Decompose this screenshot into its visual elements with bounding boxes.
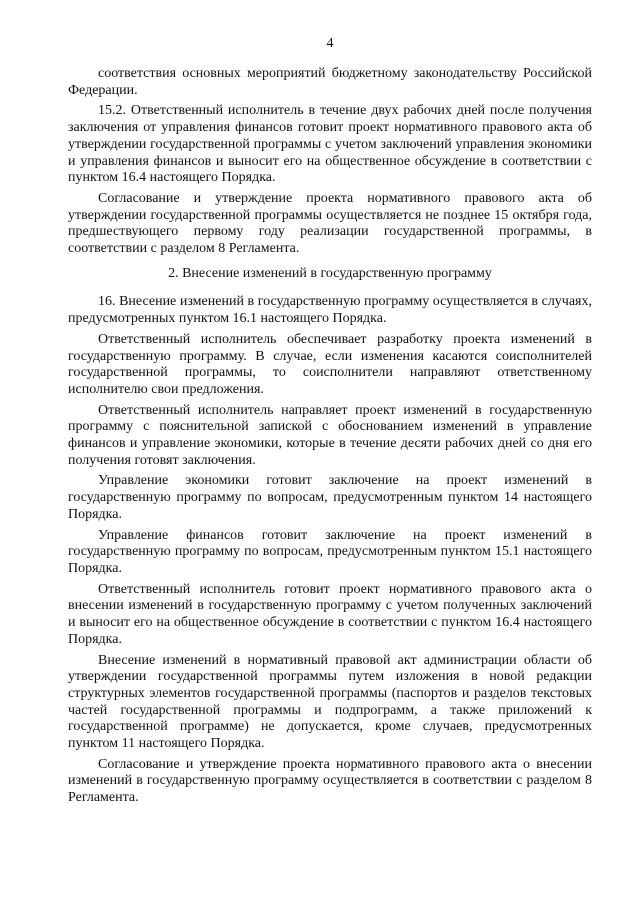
paragraph-responsible-executor: Ответственный исполнитель обеспечивает разработку проекта изменений в государственную программу. В случае, если изменения касаются соисполнителей государственной программы, то соисполнители направляют ответственному исполнителю свои предложения.: [68, 331, 592, 397]
paragraph-economics-conclusion: Управление экономики готовит заключение на проект изменений в государственную программу по вопросам, предусмотренным пунктом 14 настоящего Порядка.: [68, 473, 592, 522]
paragraph-approval-deadline: Согласование и утверждение проекта нормативного правового акта об утверждении государственной программы осуществляется не позднее 15 октября года, предшествующего первому году реализации государственной программы, в соответствии с разделом 8 Регламента.: [68, 190, 592, 257]
section-heading: 2. Внесение изменений в государственную программу: [168, 265, 492, 281]
paragraph-16: 16. Внесение изменений в государственную программу осуществляется в случаях, предусмотренных пунктом 16.1 настоящего Порядка.: [68, 294, 592, 327]
paragraph-new-edition: Внесение изменений в нормативный правовой акт администрации области об утверждении государственной программы путем изложения в новой редакции структурных элементов государственной программы (паспортов и разделов текстовых частей государственной программы и подпрограмм, а также приложений к государственной программе) не допускается, кроме случаев, предусмотренных пунктом 11 настоящего Порядка.: [68, 652, 592, 752]
paragraph-approval-changes: Согласование и утверждение проекта нормативного правового акта о внесении изменений в государственную программу осуществляется в соответствии с разделом 8 Регламента.: [68, 756, 592, 806]
paragraph-15-2: 15.2. Ответственный исполнитель в течение двух рабочих дней после получения заключения от управления финансов готовит проект нормативного правового акта об утверждении государственной программы с учетом заключений управления экономики и управления финансов и выносит его на общественное обсуждение в соответствии с пунктом 16.4 настоящего Порядка.: [68, 103, 592, 186]
paragraph-draft-act: Ответственный исполнитель готовит проект нормативного правового акта о внесении изменений в государственную программу с учетом полученных заключений и выносит его на общественное обсуждение в соответствии с пунктом 16.4 настоящего Порядка.: [68, 581, 592, 647]
page-number: 4: [326, 36, 334, 51]
paragraph-continuation: соответствия основных мероприятий бюджетному законодательству Российской Федерации.: [68, 66, 592, 98]
paragraph-explanatory-note: Ответственный исполнитель направляет проект изменений в государственную программу с пояснительной запиской с обоснованием изменений в управление финансов и управление экономики, которые в течение десяти рабочих дней со дня его получения готовят заключения.: [68, 402, 592, 468]
paragraph-finance-conclusion: Управление финансов готовит заключение на проект изменений в государственную программу по вопросам, предусмотренным пунктом 15.1 настоящего Порядка.: [68, 527, 592, 576]
document-page: [68, 0, 592, 811]
